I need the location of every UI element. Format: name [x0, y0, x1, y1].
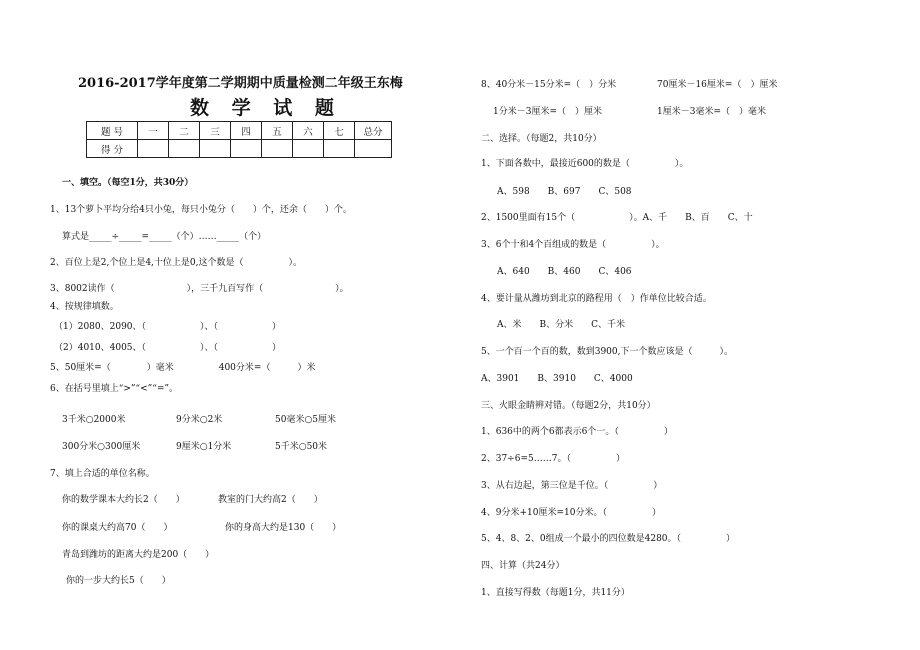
question-text: 4、要计量从潍坊到北京的路程用（ ）作单位比较合适。: [481, 294, 712, 304]
answer-options: A、640 B、460 C、406: [497, 267, 632, 277]
exam-header-title: 2016-2017学年度第二学期期中质量检测二年级王东梅: [78, 76, 403, 91]
section-heading: 三、火眼金睛辨对错。（每题2分，共10分）: [481, 401, 656, 411]
section-heading: 一、填空。（每空1分，共30分）: [62, 178, 194, 188]
question-text: 算式是_____÷_____=_____（个）……_____（个）: [62, 232, 267, 242]
question-text: 3、从右边起，第三位是千位。（ ）: [481, 481, 663, 491]
question-text: 你的数学课本大约长2（ ）: [62, 495, 185, 505]
score-input-cell[interactable]: [293, 140, 324, 158]
question-text: 1、13个萝卜平均分给4只小兔，每只小兔分（ ）个，还余（ ）个。: [50, 205, 352, 215]
question-text: 5、一个百一个百的数，数到3900,下一个数应该是（ ）。: [481, 347, 733, 357]
score-table-score-row: [87, 140, 392, 158]
question-text: 4、9分米+10厘米=10分米。（ ）: [481, 508, 661, 518]
question-text: 7、填上合适的单位名称。: [50, 469, 155, 479]
score-input-cell[interactable]: [138, 140, 169, 158]
question-text: 3、6个十和4个百组成的数是（ ）。: [481, 240, 665, 250]
score-input-cell[interactable]: [231, 140, 262, 158]
question-text: 教室的门大约高2（ ）: [218, 495, 323, 505]
question-text: 1厘米－3毫米=（ ）毫米: [657, 107, 766, 117]
score-table-cell: 七: [324, 122, 355, 140]
question-text: 3、8002读作（ ），三千九百写作（ ）。: [50, 284, 349, 294]
question-text: 1、下面各数中，最接近600的数是（ ）。: [481, 159, 689, 169]
question-text: 1分米－3厘米=（ ）厘米: [493, 107, 602, 117]
score-table-cell: 六: [293, 122, 324, 140]
question-text: （1）2080、2090、（ ）、（ ）: [54, 322, 282, 332]
question-text: 1、直接写得数（每题1分，共11分）: [481, 588, 630, 598]
exam-subject-title: 数 学 试 题: [190, 97, 342, 119]
score-table-cell: 一: [138, 122, 169, 140]
question-text: 1、636中的两个6都表示6个一。（ ）: [481, 427, 673, 437]
question-text: 6、在括号里填上“>”“<”“=”。: [50, 384, 178, 394]
score-input-cell[interactable]: [200, 140, 231, 158]
question-text: 2、37÷6=5……7。（ ）: [481, 454, 625, 464]
answer-options: A、3901 B、3910 C、4000: [481, 374, 633, 384]
score-table-cell: 得 分: [87, 140, 138, 158]
question-text: 2、1500里面有15个（ ）。A、千 B、百 C、十: [481, 213, 753, 223]
question-text: 你的一步大约长5（ ）: [66, 576, 171, 586]
comparison-item: 50毫米○5厘米: [275, 415, 337, 425]
question-text: （2）4010、4005、（ ）、（ ）: [54, 343, 282, 353]
answer-options: A、598 B、697 C、508: [497, 187, 632, 197]
score-input-cell[interactable]: [355, 140, 392, 158]
section-heading: 二、选择。（每题2，共10分）: [481, 134, 602, 144]
question-text: 你的身高大约是130（ ）: [225, 523, 342, 533]
score-input-cell[interactable]: [169, 140, 200, 158]
comparison-item: 9厘米○1分米: [176, 442, 232, 452]
section-heading: 四、计算（共24分）: [481, 561, 565, 571]
score-table-cell: 三: [200, 122, 231, 140]
score-table-cell: 四: [231, 122, 262, 140]
score-input-cell[interactable]: [324, 140, 355, 158]
question-text: 你的课桌大约高70（ ）: [62, 523, 173, 533]
question-text: 2、百位上是2,个位上是4,十位上是0,这个数是（ ）。: [50, 258, 302, 268]
comparison-item: 5千米○50米: [275, 442, 328, 452]
score-input-cell[interactable]: [262, 140, 293, 158]
question-text: 8、40分米－15分米=（ ）分米: [481, 80, 617, 90]
score-table-cell: 五: [262, 122, 293, 140]
comparison-item: 300分米○300厘米: [62, 442, 141, 452]
score-table: [86, 121, 392, 158]
score-table-cell: 题 号: [87, 122, 138, 140]
question-text: 4、按规律填数。: [50, 302, 119, 312]
question-text: 70厘米－16厘米=（ ）厘米: [657, 80, 778, 90]
comparison-item: 3千米○2000米: [62, 415, 126, 425]
score-table-cell: 二: [169, 122, 200, 140]
answer-options: A、米 B、分米 C、千米: [497, 320, 626, 330]
score-table-header-row: [87, 122, 392, 140]
comparison-item: 9分米○2米: [176, 415, 223, 425]
question-text: 5、4、8、2、0组成一个最小的四位数是4280。（ ）: [481, 534, 736, 544]
question-text: 青岛到潍坊的距离大约是200（ ）: [62, 550, 215, 560]
question-text: 5、50厘米=（ ）毫米 400分米=（ ）米: [50, 363, 316, 373]
score-table-cell: 总分: [355, 122, 392, 140]
